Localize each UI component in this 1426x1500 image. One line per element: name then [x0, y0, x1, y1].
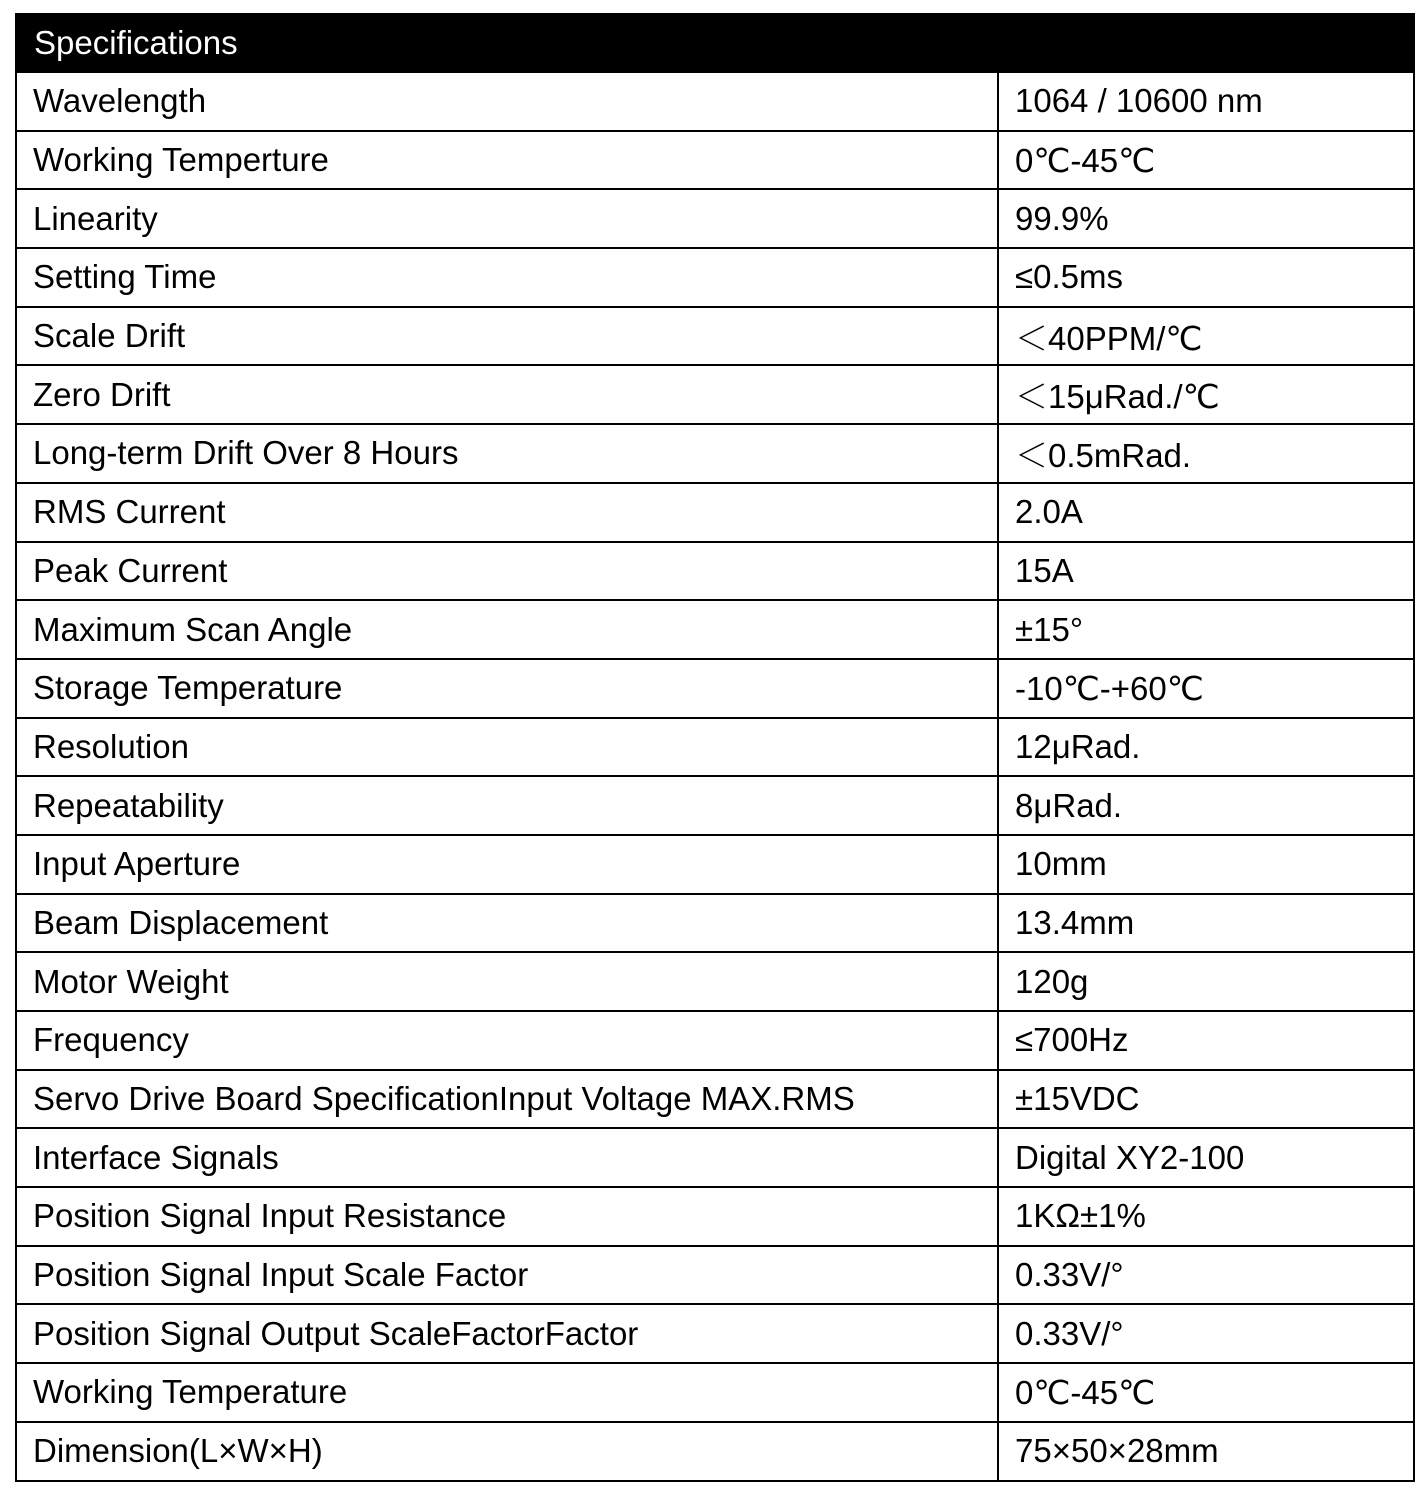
spec-label: Working Temperture	[16, 131, 998, 190]
table-row	[16, 835, 1414, 894]
spec-value: 0℃-45℃	[998, 1363, 1414, 1422]
spec-value: 13.4mm	[998, 894, 1414, 953]
table-row	[16, 776, 1414, 835]
spec-label: Repeatability	[16, 776, 998, 835]
spec-value: 99.9%	[998, 189, 1414, 248]
spec-value: Digital XY2-100	[998, 1128, 1414, 1187]
table-row	[16, 248, 1414, 307]
spec-label: Peak Current	[16, 542, 998, 601]
table-row	[16, 424, 1414, 483]
spec-label: Zero Drift	[16, 365, 998, 424]
table-row	[16, 1246, 1414, 1305]
spec-label: Setting Time	[16, 248, 998, 307]
spec-label: Motor Weight	[16, 952, 998, 1011]
spec-label: Position Signal Input Resistance	[16, 1187, 998, 1246]
spec-value: 75×50×28mm	[998, 1422, 1414, 1481]
table-row	[16, 1070, 1414, 1129]
table-row	[16, 307, 1414, 366]
table-row	[16, 718, 1414, 777]
spec-value: ±15°	[998, 600, 1414, 659]
table-row	[16, 1304, 1414, 1363]
spec-value: ＜0.5mRad.	[998, 424, 1414, 483]
spec-label: Maximum Scan Angle	[16, 600, 998, 659]
specifications-table	[15, 13, 1415, 1482]
spec-value: ≤0.5ms	[998, 248, 1414, 307]
table-row	[16, 1422, 1414, 1481]
table-row	[16, 600, 1414, 659]
table-row	[16, 1187, 1414, 1246]
spec-value: 12μRad.	[998, 718, 1414, 777]
table-row	[16, 659, 1414, 718]
table-row	[16, 189, 1414, 248]
spec-label: Position Signal Output ScaleFactorFactor	[16, 1304, 998, 1363]
table-row	[16, 952, 1414, 1011]
spec-value: ＜40PPM/℃	[998, 307, 1414, 366]
table-row	[16, 894, 1414, 953]
spec-value: 0.33V/°	[998, 1246, 1414, 1305]
spec-value: 10mm	[998, 835, 1414, 894]
spec-value: 120g	[998, 952, 1414, 1011]
spec-label: Position Signal Input Scale Factor	[16, 1246, 998, 1305]
table-row	[16, 1011, 1414, 1070]
spec-label: Input Aperture	[16, 835, 998, 894]
spec-label: RMS Current	[16, 483, 998, 542]
spec-value: ＜15μRad./℃	[998, 365, 1414, 424]
table-row	[16, 542, 1414, 601]
spec-value: 8μRad.	[998, 776, 1414, 835]
table-header-row	[16, 14, 1414, 72]
spec-value: 0℃-45℃	[998, 131, 1414, 190]
table-row	[16, 1363, 1414, 1422]
table-row	[16, 72, 1414, 131]
spec-label: Working Temperature	[16, 1363, 998, 1422]
table-title: Specifications	[16, 14, 1414, 72]
table-row	[16, 1128, 1414, 1187]
spec-value: ≤700Hz	[998, 1011, 1414, 1070]
table-body	[16, 72, 1414, 1481]
spec-label: Frequency	[16, 1011, 998, 1070]
table-row	[16, 483, 1414, 542]
spec-value: 1KΩ±1%	[998, 1187, 1414, 1246]
spec-label: Scale Drift	[16, 307, 998, 366]
spec-label: Storage Temperature	[16, 659, 998, 718]
spec-label: Wavelength	[16, 72, 998, 131]
spec-label: Linearity	[16, 189, 998, 248]
spec-value: 1064 / 10600 nm	[998, 72, 1414, 131]
spec-label: Servo Drive Board SpecificationInput Voltage MAX.RMS	[16, 1070, 998, 1129]
spec-label: Dimension(L×W×H)	[16, 1422, 998, 1481]
table-row	[16, 131, 1414, 190]
spec-label: Interface Signals	[16, 1128, 998, 1187]
spec-label: Beam Displacement	[16, 894, 998, 953]
spec-label: Resolution	[16, 718, 998, 777]
spec-value: 2.0A	[998, 483, 1414, 542]
spec-value: 0.33V/°	[998, 1304, 1414, 1363]
table-row	[16, 365, 1414, 424]
spec-value: 15A	[998, 542, 1414, 601]
spec-value: -10℃-+60℃	[998, 659, 1414, 718]
spec-label: Long-term Drift Over 8 Hours	[16, 424, 998, 483]
spec-value: ±15VDC	[998, 1070, 1414, 1129]
